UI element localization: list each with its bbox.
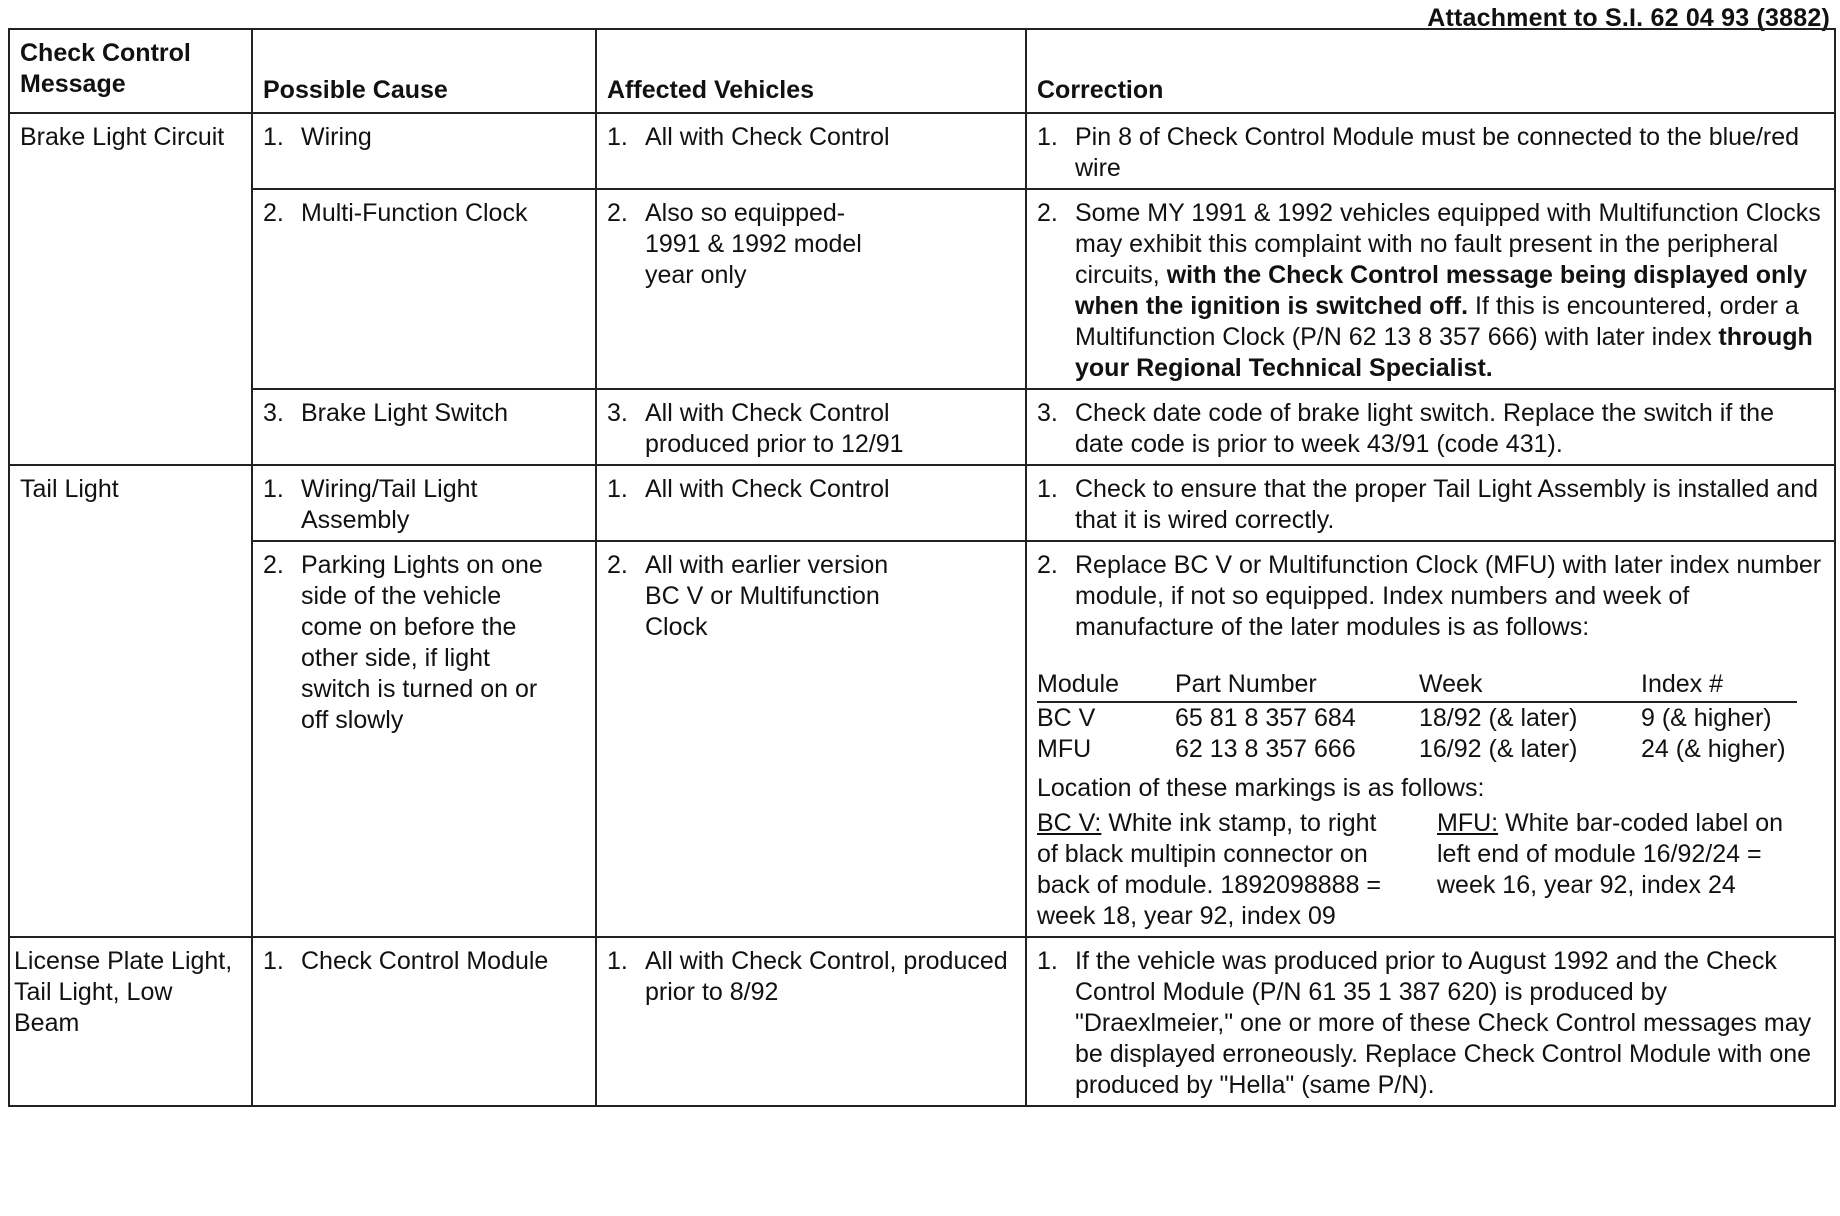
cause-text: Wiring	[301, 123, 372, 151]
message-tail-light: Tail Light	[9, 465, 252, 937]
correction-cell	[1026, 389, 1835, 465]
correction-part: Some MY 1991 & 1992 vehicles equipped with Multifunction Clocks may exhibit this complaint with no fault present in the peripheral circuits,	[1075, 199, 1821, 289]
correction-text	[1075, 198, 1824, 384]
cause-cell	[252, 389, 596, 465]
cause-text: Parking Lights on one side of the vehicle come on before the other side, if light switch is turned on or off slowly	[301, 551, 543, 734]
correction-cell	[1026, 937, 1835, 1106]
week-cell: 16/92 (& later)	[1419, 735, 1578, 763]
index-cell: 24 (& higher)	[1641, 735, 1786, 763]
module-table-header	[1037, 669, 1797, 702]
cause-cell	[252, 113, 596, 189]
part-number-cell: 62 13 8 357 666	[1175, 735, 1356, 763]
bcv-label: BC V:	[1037, 809, 1102, 837]
item-number: 2.	[607, 551, 628, 579]
vehicles-text: All with Check Control	[645, 475, 890, 503]
item-number: 3.	[1037, 399, 1058, 427]
item-number: 1.	[1037, 123, 1058, 151]
vehicles-text: All with Check Control produced prior to 12/91	[645, 399, 904, 458]
vehicles-text: All with Check Control	[645, 123, 890, 151]
correction-text: Check date code of brake light switch. Replace the switch if the date code is prior to week 43/91 (code 431).	[1075, 399, 1774, 458]
part-number-header: Part Number	[1175, 669, 1419, 702]
table-row	[9, 465, 1835, 541]
module-row	[1037, 734, 1797, 765]
attachment-reference: Attachment to S.I. 62 04 93 (3882)	[1427, 4, 1830, 32]
cause-text: Check Control Module	[301, 947, 549, 975]
vehicles-text: Also so equipped- 1991 & 1992 model year only	[645, 199, 862, 289]
vehicles-cell	[596, 189, 1026, 389]
correction-text: Pin 8 of Check Control Module must be connected to the blue/red wire	[1075, 123, 1800, 182]
item-number: 3.	[263, 399, 284, 427]
item-number: 1.	[1037, 947, 1058, 975]
correction-cell	[1026, 189, 1835, 389]
marking-locations	[1037, 808, 1824, 932]
header-row	[9, 29, 1835, 113]
vehicles-cell	[596, 465, 1026, 541]
module-header: Module	[1037, 669, 1175, 702]
vehicles-cell	[596, 389, 1026, 465]
location-title: Location of these markings is as follows:	[1037, 774, 1485, 802]
item-number: 2.	[263, 199, 284, 227]
correction-cell	[1026, 465, 1835, 541]
mfu-text: White bar-coded label on left end of module 16/92/24 = week 16, year 92, index 24	[1437, 809, 1784, 899]
col-header-cause: Possible Cause	[252, 29, 596, 113]
vehicles-text: All with Check Control, produced prior to 8/92	[645, 947, 1008, 1006]
cause-text: Wiring/Tail Light Assembly	[301, 475, 478, 534]
item-number: 2.	[607, 199, 628, 227]
part-number-cell: 65 81 8 357 684	[1175, 704, 1356, 732]
message-license-plate: License Plate Light, Tail Light, Low Beam	[9, 937, 252, 1106]
module-cell: BC V	[1037, 704, 1096, 732]
item-number: 1.	[607, 123, 628, 151]
correction-text: If the vehicle was produced prior to August 1992 and the Check Control Module (P/N 61 35 1 387 620) is produced by "Draexlmeier," one or more of these Check Control messages may be displayed erroneously. Replace Check Control Module with one produced by "Hella" (same P/N).	[1075, 947, 1812, 1099]
bcv-location	[1037, 808, 1397, 932]
bcv-text: White ink stamp, to right of black multipin connector on back of module. 1892098888 = week 18, year 92, index 09	[1037, 809, 1382, 930]
table-row	[9, 541, 1835, 937]
correction-part: If this is encountered, order a Multifunction Clock (P/N 62 13 8 357 666) with later index	[1075, 292, 1799, 351]
mfu-location	[1437, 808, 1797, 932]
correction-emphasis: through your Regional Technical Specialist.	[1075, 323, 1813, 382]
correction-cell	[1026, 113, 1835, 189]
correction-text: Check to ensure that the proper Tail Light Assembly is installed and that it is wired correctly.	[1075, 475, 1819, 534]
vehicles-cell	[596, 937, 1026, 1106]
cause-cell	[252, 465, 596, 541]
item-number: 2.	[1037, 551, 1058, 579]
item-number: 1.	[607, 475, 628, 503]
week-cell: 18/92 (& later)	[1419, 704, 1578, 732]
item-number: 2.	[263, 551, 284, 579]
module-row	[1037, 702, 1797, 734]
table-row	[9, 113, 1835, 189]
cause-cell	[252, 937, 596, 1106]
correction-emphasis: with the Check Control message being displayed only when the ignition is switched off.	[1075, 261, 1808, 320]
vehicles-cell	[596, 541, 1026, 937]
mfu-label: MFU:	[1437, 809, 1499, 837]
cause-cell	[252, 189, 596, 389]
table-row	[9, 189, 1835, 389]
table-row	[9, 937, 1835, 1106]
cause-text: Multi-Function Clock	[301, 199, 528, 227]
week-header: Week	[1419, 669, 1641, 702]
col-header-correction: Correction	[1026, 29, 1835, 113]
item-number: 2.	[1037, 199, 1058, 227]
module-cell: MFU	[1037, 735, 1092, 763]
correction-cell	[1026, 541, 1835, 937]
item-number: 1.	[263, 947, 284, 975]
vehicles-text: All with earlier version BC V or Multifunction Clock	[645, 551, 889, 641]
table-row	[9, 389, 1835, 465]
col-header-vehicles: Affected Vehicles	[596, 29, 1026, 113]
item-number: 1.	[263, 475, 284, 503]
item-number: 1.	[1037, 475, 1058, 503]
col-header-message: Check Control Message	[9, 29, 252, 113]
item-number: 1.	[263, 123, 284, 151]
index-cell: 9 (& higher)	[1641, 704, 1772, 732]
vehicles-cell	[596, 113, 1026, 189]
message-brake-light-circuit: Brake Light Circuit	[9, 113, 252, 465]
item-number: 3.	[607, 399, 628, 427]
cause-text: Brake Light Switch	[301, 399, 509, 427]
correction-text: Replace BC V or Multifunction Clock (MFU) with later index number module, if not so equipped. Index numbers and week of manufacture of the later modules is as follows:	[1075, 551, 1822, 641]
cause-cell	[252, 541, 596, 937]
check-control-table	[8, 28, 1836, 1107]
module-table	[1037, 669, 1797, 765]
index-header: Index #	[1641, 669, 1797, 702]
item-number: 1.	[607, 947, 628, 975]
